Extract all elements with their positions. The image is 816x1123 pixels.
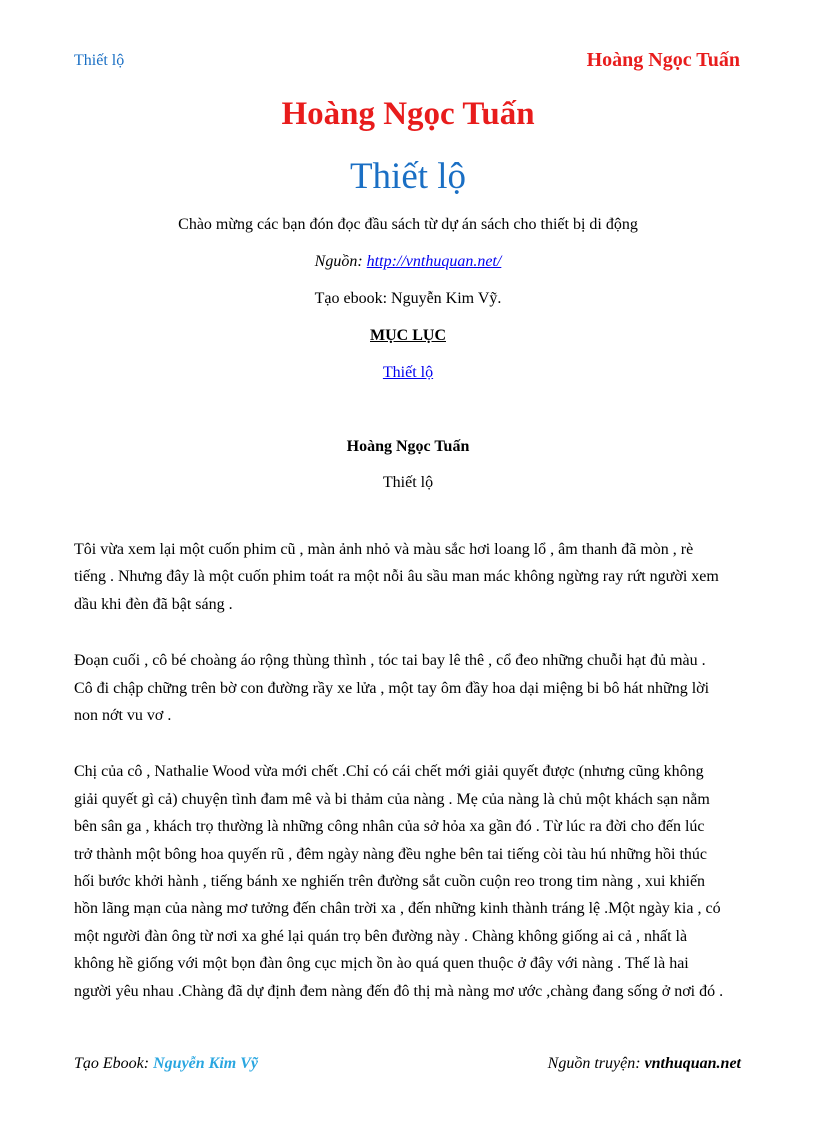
- paragraph: Đoạn cuối , cô bé choàng áo rộng thùng thình , tóc tai bay lê thê , cổ đeo những chuỗi hạt đủ màu . Cô đi chập chững trên bờ con đường rầy xe lửa , một tay ôm đầy hoa dại miệng bi bô hát những lời non nớt vu vơ .: [74, 652, 710, 725]
- toc-heading: MỤC LỤC: [370, 327, 446, 344]
- paragraph: Tôi vừa xem lại một cuốn phim cũ , màn ảnh nhỏ và màu sắc hơi loang lổ , âm thanh đã mòn , rè tiếng . Nhưng đây là một cuốn phim toát ra một nỗi âu sầu man mác không ngừng ray rứt người xem dầu khi đèn đã bật sáng .: [74, 541, 719, 613]
- book-title: Thiết lộ: [349, 156, 467, 197]
- running-header-right: Hoàng Ngọc Tuấn: [586, 49, 740, 71]
- source-line: [0, 253, 816, 271]
- section-title: Thiết lộ: [382, 474, 434, 491]
- ebook-creator: Tạo ebook: Nguyễn Kim Vỹ.: [314, 290, 502, 307]
- footer-creator-sep: :: [143, 1055, 154, 1072]
- section-author: Hoàng Ngọc Tuấn: [346, 438, 470, 455]
- toc-item-link[interactable]: Thiết lộ: [382, 364, 434, 381]
- paragraph: Chị của cô , Nathalie Wood vừa mới chết .Chỉ có cái chết mới giải quyết được (nhưng cũng không giải quyết gì cả) chuyện tình đam mê và bi thảm của nàng . Mẹ của nàng là chủ một khách sạn nằm bên sân ga , khách trọ thường là những công nhân của sở hỏa xa gần đó . Từ lúc ra đời cho đến lúc trở thành một bông hoa quyến rũ , đêm ngày nàng đều nghe bên tai tiếng còi tàu hú những hồi thúc hối bước khởi hành , tiếng bánh xe nghiến trên đường sắt cuồn cuộn reo trong tim nàng , xui khiến hồn lãng mạn của nàng mơ tưởng đến chân trời xa , đến những kinh thành tráng lệ .Một ngày kia , có một người đàn ông từ nơi xa ghé lại quán trọ bên đường này . Chàng không giống ai cả , nhất là không hề giống với một bọn đàn ông cục mịch ồn ào quá quen thuộc ở đây với nàng . Thế là hai người yêu nhau .Chàng đã dự định đem nàng đến đô thị mà nàng mơ ước ,chàng đang sống ở nơi đó .: [74, 763, 724, 1000]
- story-body: [74, 536, 754, 1034]
- footer-creator: [74, 1055, 258, 1073]
- footer-source-label: Nguồn truyện: [547, 1055, 636, 1072]
- footer-creator-label: Tạo Ebook: [74, 1055, 144, 1072]
- source-link[interactable]: http://vnthuquan.net/: [366, 253, 502, 270]
- book-author-title: Hoàng Ngọc Tuấn: [281, 96, 535, 132]
- footer-source-sep: :: [635, 1055, 645, 1072]
- footer-creator-name: Nguyễn Kim Vỹ: [153, 1055, 258, 1072]
- footer-source: [548, 1055, 741, 1073]
- footer-source-site: vnthuquan.net: [644, 1055, 741, 1072]
- running-header-left: Thiết lộ: [74, 52, 125, 69]
- source-label: Nguồn:: [314, 253, 367, 270]
- welcome-text: Chào mừng các bạn đón đọc đầu sách từ dự án sách cho thiết bị di động: [178, 216, 638, 233]
